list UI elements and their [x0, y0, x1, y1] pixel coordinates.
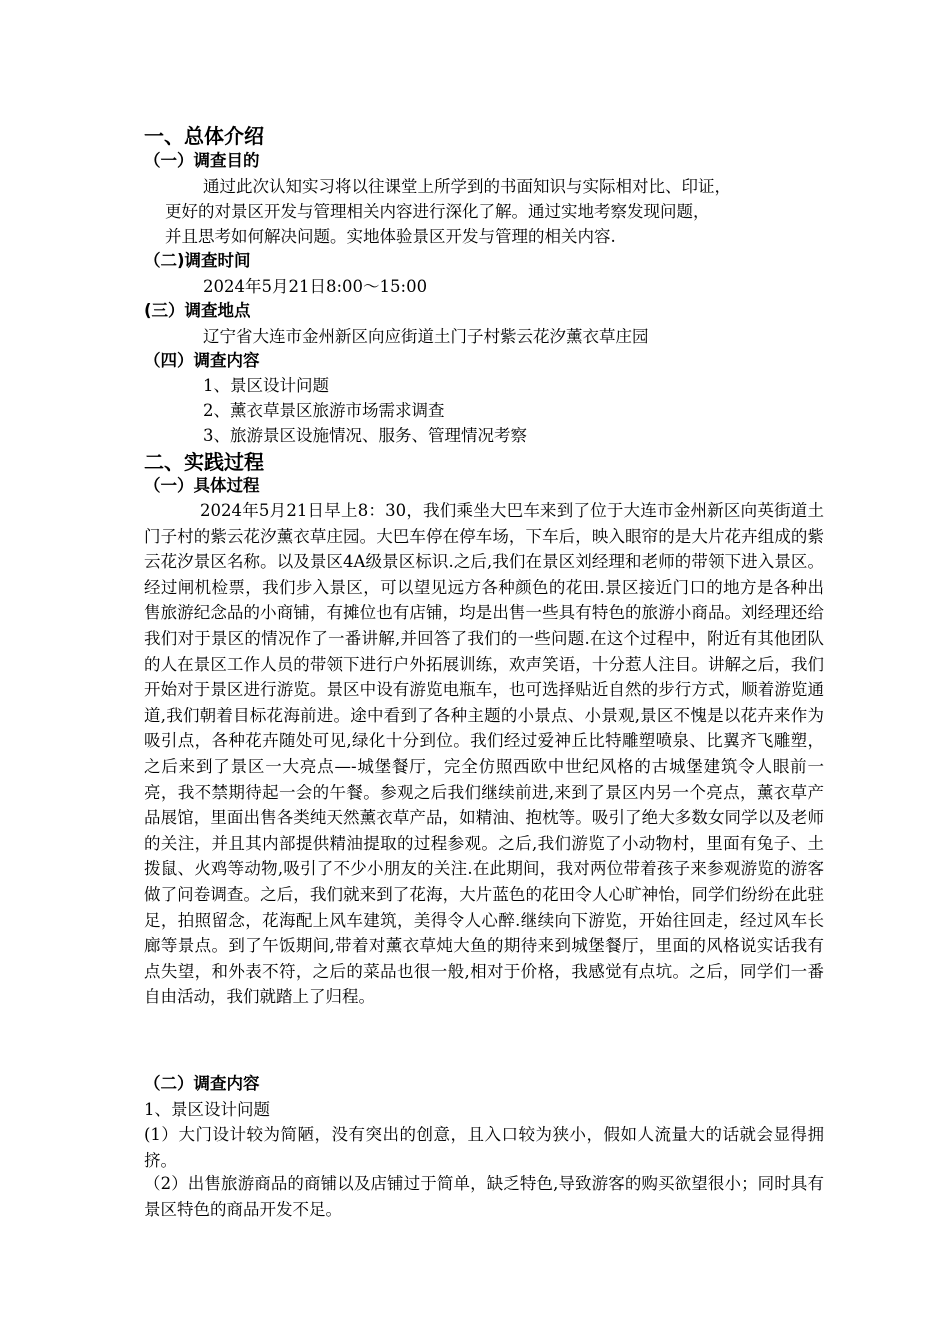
- time-heading: （二)调查时间: [144, 251, 251, 270]
- purpose-heading: （一）调查目的: [144, 151, 260, 170]
- investigation-point-1: (1）大门设计较为简陋，没有突出的创意，且入口较为狭小，假如人流量大的话就会显得拥挤。: [144, 1125, 824, 1170]
- location-text: 辽宁省大连市金州新区向应街道土门子村紫云花汐薰衣草庄园: [203, 327, 649, 346]
- purpose-line-2: 更好的对景区开发与管理相关内容进行深化了解。通过实地考察发现问题，: [165, 202, 710, 221]
- section-1-title: 一、总体介绍: [144, 124, 264, 148]
- time-text: 2024年5月21日8:00～15:00: [203, 277, 428, 296]
- investigation-point-2: （2）出售旅游商品的商铺以及店铺过于简单，缺乏特色,导致游客的购买欲望很小；同时具有景区特色的商品开发不足。: [144, 1174, 824, 1219]
- purpose-line-1: 通过此次认知实习将以往课堂上所学到的书面知识与实际相对比、印证，: [203, 177, 731, 196]
- content-item: 1、景区设计问题: [203, 376, 329, 395]
- section-2-title: 二、实践过程: [144, 450, 264, 474]
- investigation-heading: （二）调查内容: [144, 1074, 260, 1093]
- content-item: 3、旅游景区设施情况、服务、管理情况考察: [203, 426, 527, 445]
- location-heading: (三）调查地点: [144, 301, 251, 320]
- content-heading: （四）调查内容: [144, 351, 260, 370]
- process-heading: （一）具体过程: [144, 476, 260, 495]
- purpose-line-3: 并且思考如何解决问题。实地体验景区开发与管理的相关内容.: [165, 227, 616, 246]
- process-paragraph: 2024年5月21日早上8：30，我们乘坐大巴车来到了位于大连市金州新区向英街道土门子村的紫云花汐薰衣草庄园。大巴车停在停车场，下车后，映入眼帘的是大片花卉组成的紫云花汐景区名称。以及景区4A级景区标识.之后,我们在景区刘经理和老师的带领下进入景区。经过闸机检票，我们步入景区，可以望见远方各种颜色的花田.景区接近门口的地方是各种出售旅游纪念品的小商铺，有摊位也有店铺，均是出售一些具有特色的旅游小商品。刘经理还给我们对于景区的情况作了一番讲解,并回答了我们的一些问题.在这个过程中，附近有其他团队的人在景区工作人员的带领下进行户外拓展训练，欢声笑语，十分惹人注目。讲解之后，我们开始对于景区进行游览。景区中设有游览电瓶车，也可选择贴近自然的步行方式，顺着游览通道,我们朝着目标花海前进。途中看到了各种主题的小景点、小景观,景区不愧是以花卉来作为吸引点，各种花卉随处可见,绿化十分到位。我们经过爱神丘比特雕塑喷泉、比翼齐飞雕塑，之后来到了景区一大亮点—-城堡餐厅，完全仿照西欧中世纪风格的古城堡建筑令人眼前一亮，我不禁期待起一会的午餐。参观之后我们继续前进,来到了景区内另一个亮点，薰衣草产品展馆，里面出售各类纯天然薰衣草产品，如精油、抱枕等。吸引了绝大多数女同学以及老师的关注，并且其内部提供精油提取的过程参观。之后,我们游览了小动物村，里面有兔子、土拨鼠、火鸡等动物,吸引了不少小朋友的关注.在此期间，我对两位带着孩子来参观游览的游客做了问卷调查。之后，我们就来到了花海，大片蓝色的花田令人心旷神怡，同学们纷纷在此驻足，拍照留念，花海配上风车建筑，美得令人心醉.继续向下游览，开始往回走，经过风车长廊等景点。到了午饭期间,带着对薰衣草炖大鱼的期待来到城堡餐厅，里面的风格说实话我有点失望，和外表不符，之后的菜品也很一般,相对于价格，我感觉有点坑。之后，同学们一番自由活动，我们就踏上了归程。: [144, 501, 824, 1007]
- content-item: 2、薰衣草景区旅游市场需求调查: [203, 401, 445, 420]
- investigation-subheading: 1、景区设计问题: [144, 1100, 270, 1119]
